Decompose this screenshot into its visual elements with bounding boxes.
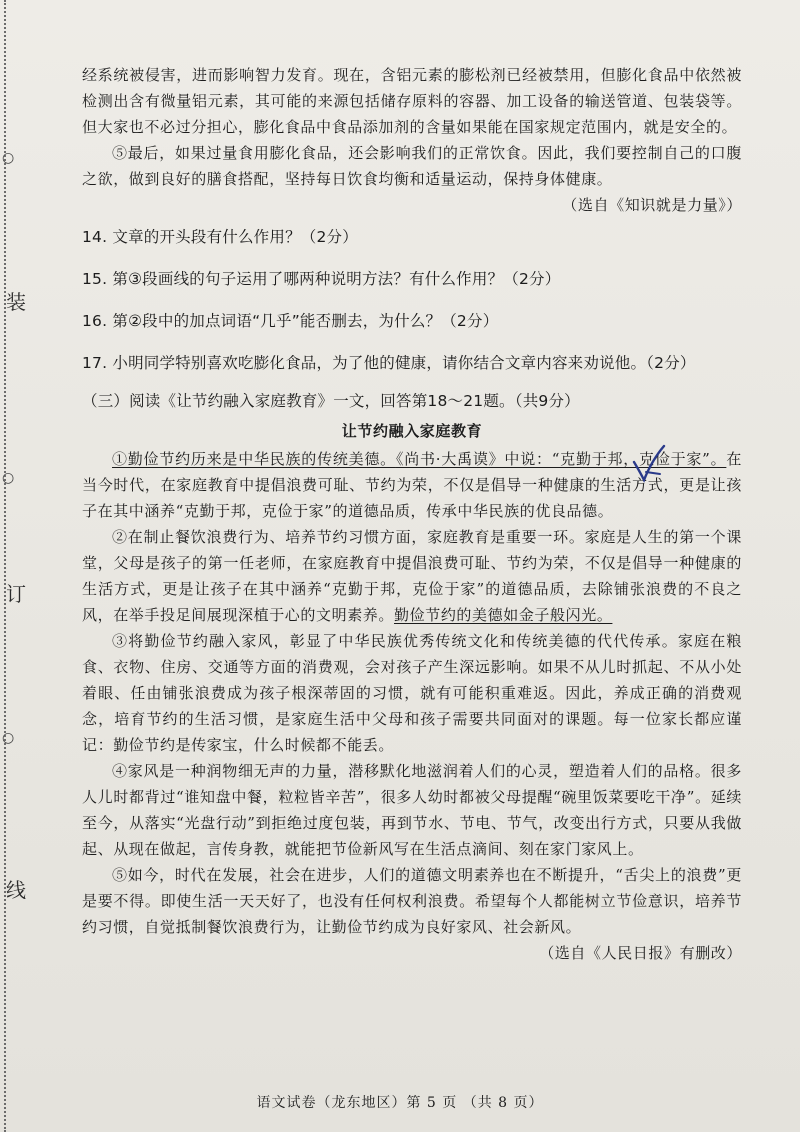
question-15: 15. 第③段画线的句子运用了哪两种说明方法？有什么作用？（2分） (82, 270, 561, 288)
article1-paragraph: 经系统被侵害，进而影响智力发育。现在，含铝元素的膨松剂已经被禁用，但膨化食品中依然被检测出含有微量铝元素，其可能的来源包括储存原料的容器、加工设备的输送管道、包装袋等。但大家也不必过分担心，膨化食品中食品添加剂的含量如果能在国家规定范围内，就是安全的。 (82, 66, 742, 136)
paragraph-text: 在当今时代，在家庭教育中提倡浪费可耻、节约为荣，不仅是倡导一种健康的生活方式，更是让孩子在其中涵养“克勤于邦，克俭于家”的道德品质，传承中华民族的优良品德。 (82, 450, 742, 520)
paragraph-text: ②在制止餐饮浪费行为、培养节约习惯方面，家庭教育是重要一环。家庭是人生的第一个课堂，父母是孩子的第一任老师，在家庭教育中提倡浪费可耻、节约为荣，不仅是倡导一种健康的生活方式，更是让孩子在其中涵养“克勤于邦，克俭于家”的道德品质，去除铺张浪费的不良之风，在举手投足间展现深植于心的文明素养。 (82, 528, 742, 624)
question-14: 14. 文章的开头段有什么作用？（2分） (82, 228, 358, 246)
article2-source: （选自《人民日报》有删改） (539, 944, 742, 962)
article2-title: 让节约融入家庭教育 (341, 422, 483, 440)
binding-dot: ○ (2, 730, 15, 746)
handwritten-check-mark (630, 442, 670, 490)
underlined-quote: 《尚书·大禹谟》中说：“克勤于邦，克俭于家”。 (395, 450, 727, 468)
article2-paragraph-3: ③将勤俭节约融入家风，彰显了中华民族优秀传统文化和传统美德的代代传承。家庭在粮食、衣物、住房、交通等方面的消费观，会对孩子产生深远影响。如果不从儿时抓起、不从小处着眼、任由铺张浪费成为孩子根深蒂固的习惯，就有可能积重难返。因此，养成正确的消费观念，培育节约的生活习惯，是家庭生活中父母和孩子需要共同面对的课题。每一位家长都应谨记：勤俭节约是传家宝，什么时候都不能丢。 (82, 632, 742, 754)
binding-dot: ○ (2, 150, 15, 166)
page-footer: 语文试卷（龙东地区）第 5 页 （共 8 页） (256, 1095, 544, 1111)
question-17: 17. 小明同学特别喜欢吃膨化食品，为了他的健康，请你结合文章内容来劝说他。（2分） (82, 354, 696, 372)
article1-paragraph-5: ⑤最后，如果过量食用膨化食品，还会影响我们的正常饮食。因此，我们要控制自己的口腹之欲，做到良好的膳食搭配，坚持每日饮食均衡和适量运动，保持身体健康。 (82, 144, 742, 188)
binding-char-ding: 订 (6, 582, 26, 606)
article2-paragraph-4: ④家风是一种润物细无声的力量，潜移默化地滋润着人们的心灵，塑造着人们的品格。很多人儿时都背过“谁知盘中餐，粒粒皆辛苦”，很多人幼时都被父母提醒“碗里饭菜要吃干净”。延续至今，从落实“光盘行动”到拒绝过度包装，再到节水、节电、节气，改变出行方式，只要从我做起、从现在做起，言传身教，就能把节俭新风写在生活点滴间、刻在家门家风上。 (82, 762, 742, 858)
binding-char-zhuang: 装 (6, 290, 26, 314)
article1-source: （选自《知识就是力量》） (562, 196, 742, 214)
article2-paragraph-2 (82, 524, 742, 628)
underlined-sentence: 勤俭节约的美德如金子般闪光。 (394, 606, 613, 624)
underlined-sentence: ①勤俭节约历来是中华民族的传统美德。 (112, 450, 396, 468)
question-16: 16. 第②段中的加点词语“几乎”能否删去，为什么？（2分） (82, 312, 499, 330)
section3-heading: （三）阅读《让节约融入家庭教育》一文，回答第18～21题。（共9分） (82, 392, 580, 410)
page-content (82, 62, 742, 966)
article2-paragraph-5: ⑤如今，时代在发展，社会在进步，人们的道德文明素养也在不断提升，“舌尖上的浪费”更是要不得。即使生活一天天好了，也没有任何权利浪费。希望每个人都能树立节俭意识，培养节约习惯，自觉抵制餐饮浪费行为，让勤俭节约成为良好家风、社会新风。 (82, 866, 742, 936)
binding-dot: ○ (2, 470, 15, 486)
binding-char-xian: 线 (6, 878, 26, 902)
binding-line (4, 0, 8, 1132)
